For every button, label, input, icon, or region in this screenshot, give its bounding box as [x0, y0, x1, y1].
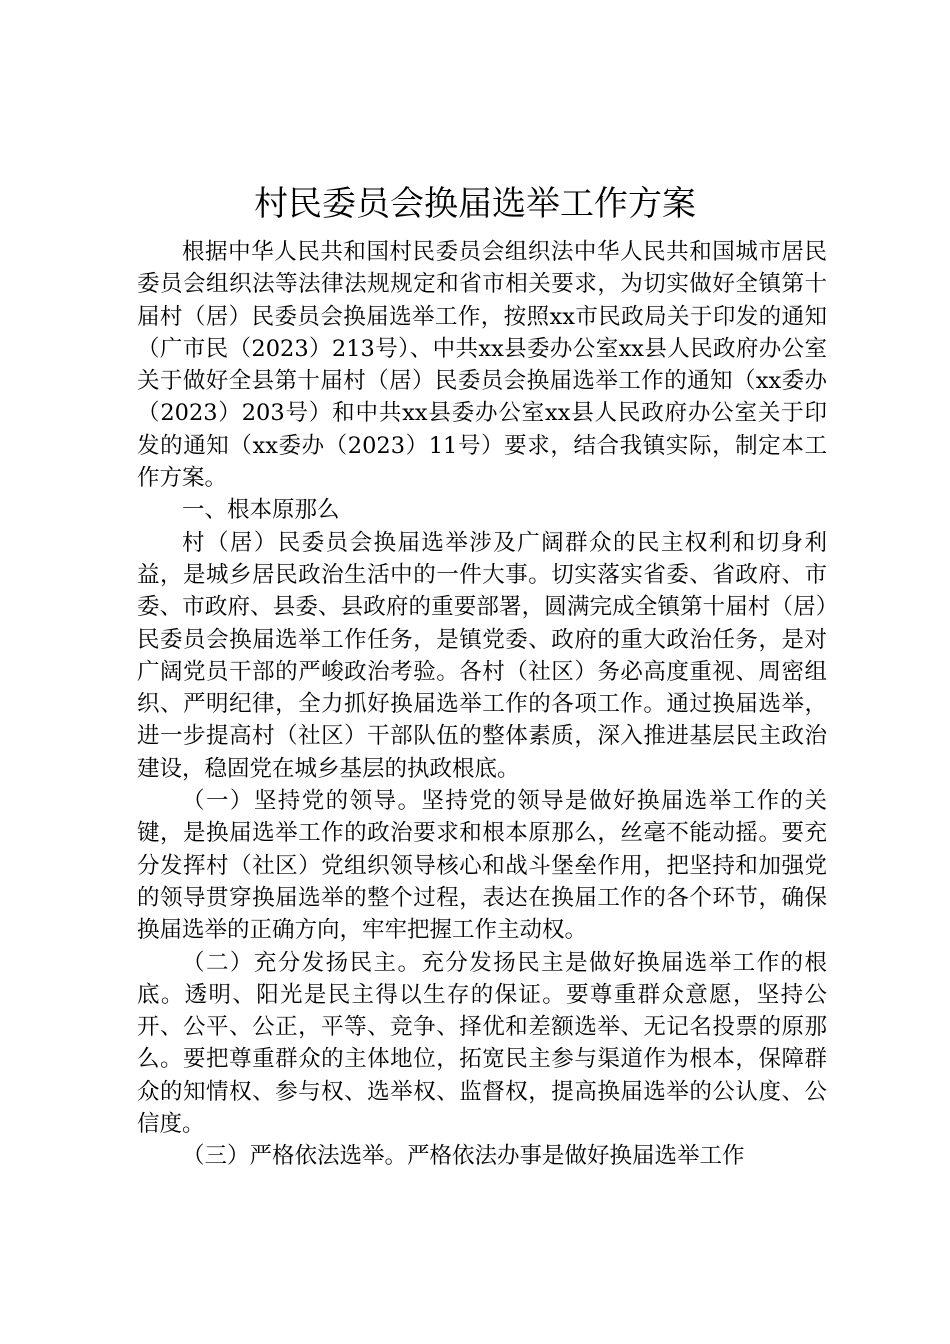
section-heading-principles: 一、根本原那么	[182, 497, 340, 524]
paragraph-lawful-election: （三）严格依法选举。严格依法办事是做好换届选举工作	[182, 1143, 745, 1170]
paragraph-democracy: （二）充分发扬民主。充分发扬民主是做好换届选举工作的根底。透明、阳光是民主得以生存的保证。要尊重群众意愿，坚持公开、公平、公正，平等、竞争、择优和差额选举、无记名投票的原那么。要把尊重群众的主体地位，拓宽民主参与渠道作为根本，保障群众的知情权、参与权、选举权、监督权，提高换届选举的公认度、公信度。	[137, 949, 827, 1138]
paragraph-party-leadership: （一）坚持党的领导。坚持党的领导是做好换届选举工作的关键，是换届选举工作的政治要求和根本原那么，丝毫不能动摇。要充分发挥村（社区）党组织领导核心和战斗堡垒作用，把坚持和加强党的领导贯穿换届选举的整个过程，表达在换届工作的各个环节，确保换届选举的正确方向，牢牢把握工作主动权。	[137, 788, 827, 944]
paragraph-principles: 村（居）民委员会换届选举涉及广阔群众的民主权利和切身利益，是城乡居民政治生活中的一件大事。切实落实省委、省政府、市委、市政府、县委、县政府的重要部署，圆满完成全镇第十届村（居）民委员会换届选举工作任务，是镇党委、政府的重大政治任务，是对广阔党员干部的严峻政治考验。各村（社区）务必高度重视、周密组织、严明纪律，全力抓好换届选举工作的各项工作。通过换届选举，进一步提高村（社区）干部队伍的整体素质，深入推进基层民主政治建设，稳固党在城乡基层的执政根底。	[137, 529, 827, 782]
document-title: 村民委员会换届选举工作方案	[254, 184, 696, 224]
document-body	[137, 236, 827, 1173]
paragraph-intro: 根据中华人民共和国村民委员会组织法中华人民共和国城市居民委员会组织法等法律法规规定和省市相关要求，为切实做好全镇第十届村（居）民委员会换届选举工作，按照xx市民政局关于印发的通知（广市民（2023）213号）、中共xx县委办公室xx县人民政府办公室关于做好全县第十届村（居）民委员会换届选举工作的通知（xx委办（2023）203号）和中共xx县委办公室xx县人民政府办公室关于印发的通知（xx委办（2023）11号）要求，结合我镇实际，制定本工作方案。	[137, 239, 827, 492]
